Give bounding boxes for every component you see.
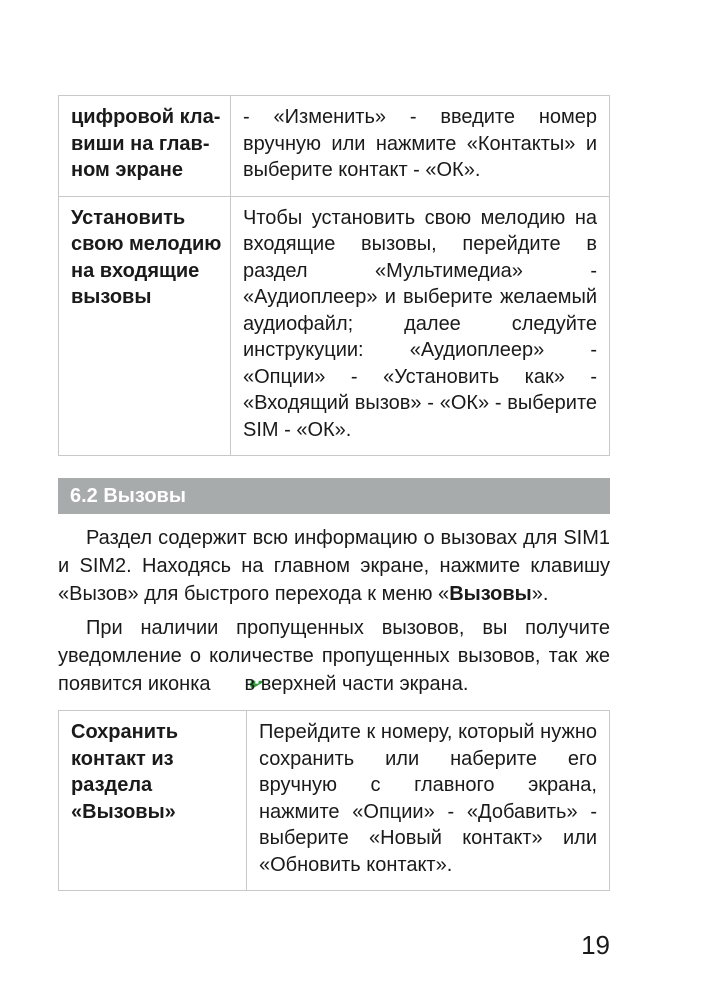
manual-page: [58, 95, 610, 891]
feature-table-top: [58, 95, 610, 456]
calls-intro-paragraph: [58, 524, 610, 608]
feature-description: - «Изменить» - введите номер вручную или нажмите «Контакты» и выберите контакт - «ОК».: [231, 96, 610, 197]
menu-name-bold: Вызовы: [449, 583, 532, 605]
feature-name: цифровой кла-виши на глав-ном экране: [59, 96, 231, 197]
missed-calls-paragraph: [58, 614, 610, 698]
feature-name: Сохранить контакт из раздела «Вызовы»: [59, 711, 247, 891]
paragraph-text-end: в верхней части экрана.: [244, 673, 469, 695]
paragraph-text: При наличии пропущенных вызовов, вы получите уведомление о количестве пропущенных вызовов, так же появится иконка: [58, 617, 610, 695]
section-heading: 6.2 Вызовы: [58, 478, 610, 514]
paragraph-text-end: ».: [531, 583, 549, 605]
feature-table-bottom: [58, 710, 610, 891]
paragraph-text: Раздел содержит всю информацию о вызовах для SIM1 и SIM2. Находясь на главном экране, нажмите клавишу «Вызов» для быстрого перехода к меню «: [58, 527, 610, 605]
missed-call-phone-icon: [217, 672, 239, 692]
feature-description: Перейдите к номеру, который нужно сохранить или наберите его вручную с главного экрана, нажмите «Опции» - «Добавить» - выберите «Новый контакт» или «Обновить контакт».: [247, 711, 610, 891]
table-row: [59, 711, 610, 891]
feature-name: Установить свою мелодию на входящие вызовы: [59, 196, 231, 456]
page-number: 19: [581, 930, 610, 960]
table-row: [59, 196, 610, 456]
feature-description: Чтобы установить свою мелодию на входящие вызовы, перейдите в раздел «Мультимедиа» - «Аудиоплеер» и выберите желаемый аудиофайл; далее следуйте инструкуции: «Аудиоплеер» - «Опции» - «Установить как» - «Входящий вызов» - «ОК» - выберите SIM - «ОК».: [231, 196, 610, 456]
table-row: [59, 96, 610, 197]
